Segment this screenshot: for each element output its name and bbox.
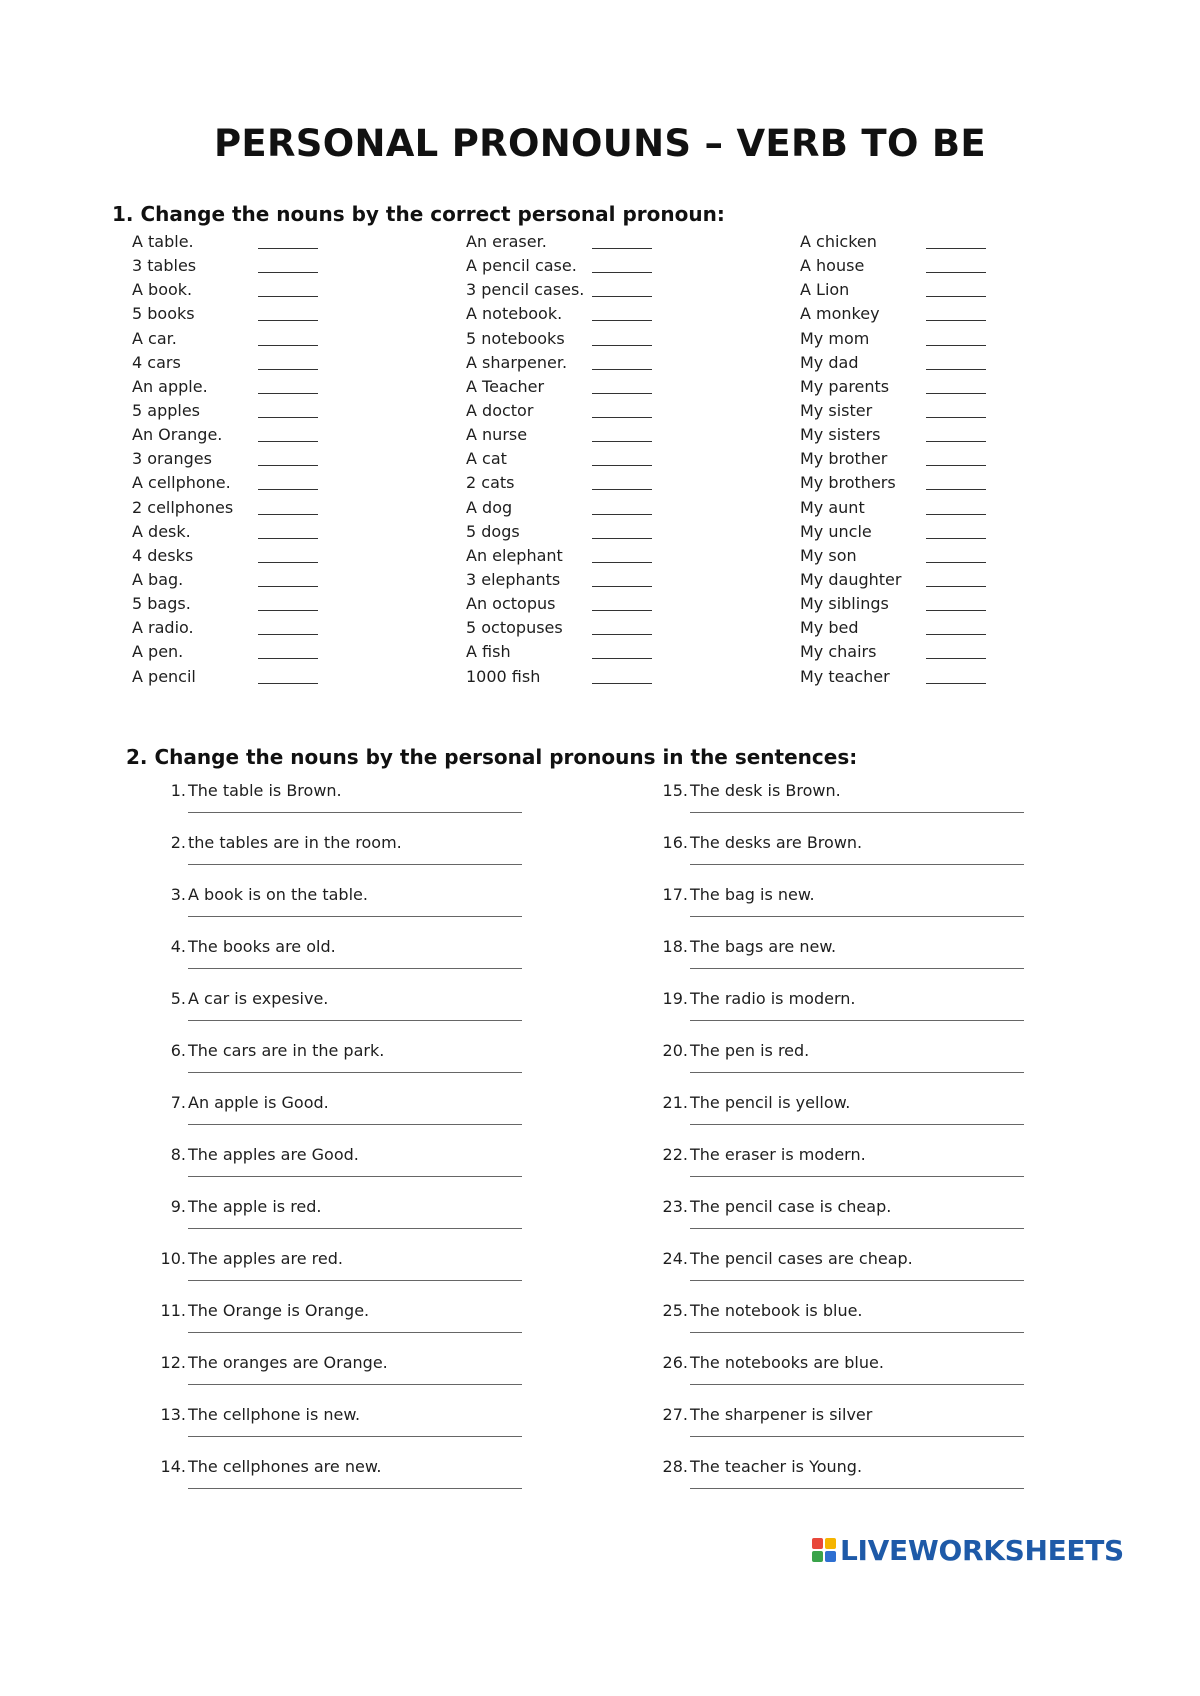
liveworksheets-logo-icon [812,1538,836,1562]
noun-item [466,665,766,689]
sentence-text: An apple is Good. [188,1093,329,1112]
answer-blank[interactable] [258,475,318,490]
answer-blank[interactable] [592,475,652,490]
logo-square-red [812,1538,823,1549]
answer-blank[interactable] [926,258,986,273]
answer-blank[interactable] [592,234,652,249]
answer-line[interactable] [690,1435,1024,1437]
noun-item [132,568,432,592]
answer-line[interactable] [188,811,522,813]
noun-label: 4 cars [132,352,181,372]
answer-line[interactable] [188,1383,522,1385]
answer-blank[interactable] [258,379,318,394]
noun-label: A sharpener. [466,352,568,372]
answer-blank[interactable] [926,548,986,563]
sentence-text: The pen is red. [690,1041,810,1060]
answer-line[interactable] [690,1279,1024,1281]
sentence-item [658,885,1058,937]
answer-blank[interactable] [258,258,318,273]
answer-blank[interactable] [258,500,318,515]
answer-line[interactable] [690,967,1024,969]
answer-line[interactable] [690,863,1024,865]
noun-label: 5 octopuses [466,618,563,638]
noun-label: 5 books [132,304,195,324]
sentence-item [658,989,1058,1041]
answer-blank[interactable] [926,282,986,297]
sentence-number: 16. [662,833,688,852]
sentence-number: 28. [662,1457,688,1476]
noun-label: My daughter [800,569,902,589]
noun-item [466,423,766,447]
sentence-item [156,937,556,989]
answer-blank[interactable] [592,258,652,273]
noun-item [132,640,432,664]
noun-label: 5 dogs [466,521,520,541]
answer-line[interactable] [690,1227,1024,1229]
sentence-number: 10. [160,1249,186,1268]
noun-item [132,399,432,423]
noun-label: An eraser. [466,232,547,251]
noun-item [466,302,766,326]
answer-line[interactable] [188,967,522,969]
noun-label: A dog [466,497,513,517]
logo-square-blue [825,1551,836,1562]
noun-item [800,447,1100,471]
noun-item [800,592,1100,616]
sentence-text: The eraser is modern. [690,1145,866,1164]
noun-label: 3 pencil cases. [466,280,585,300]
noun-label: A pencil case. [466,256,577,276]
noun-item [800,616,1100,640]
sentence-item [156,885,556,937]
answer-blank[interactable] [258,427,318,442]
answer-blank[interactable] [258,620,318,635]
answer-line[interactable] [690,1019,1024,1021]
noun-label: An octopus [466,594,556,614]
sentence-text: The radio is modern. [690,989,856,1008]
noun-item [800,640,1100,664]
answer-blank[interactable] [258,234,318,249]
sentence-text: The desk is Brown. [690,781,841,800]
sentence-number: 20. [662,1041,688,1060]
sentence-item [658,1353,1058,1405]
sentence-text: The cellphones are new. [188,1457,382,1476]
noun-label: A pen. [132,642,184,662]
sentence-item [156,1249,556,1301]
answer-blank[interactable] [258,306,318,321]
sentence-number: 13. [160,1405,186,1424]
sentence-number: 27. [662,1405,688,1424]
noun-item [132,375,432,399]
section1-heading: 1. Change the nouns by the correct personal pronoun: [112,202,725,226]
sentence-item [658,1457,1058,1509]
sentence-text: A book is on the table. [188,885,368,904]
answer-blank[interactable] [258,451,318,466]
answer-blank[interactable] [592,524,652,539]
answer-blank[interactable] [926,403,986,418]
noun-label: My sisters [800,425,881,445]
noun-label: A Teacher [466,376,545,396]
sentence-item [658,781,1058,833]
noun-item [132,447,432,471]
sentence-item [156,989,556,1041]
sentence-text: The cars are in the park. [188,1041,385,1060]
noun-label: 5 bags. [132,594,191,614]
answer-blank[interactable] [592,403,652,418]
sentence-number: 19. [662,989,688,1008]
noun-label: A cellphone. [132,473,231,493]
sentence-text: The teacher is Young. [690,1457,863,1476]
sentence-item [658,937,1058,989]
noun-item [800,496,1100,520]
sentence-number: 17. [662,885,688,904]
answer-line[interactable] [188,1487,522,1489]
noun-label: My teacher [800,666,890,686]
sentence-text: A car is expesive. [188,989,329,1008]
noun-item [466,520,766,544]
sentence-item [658,1405,1058,1457]
answer-blank[interactable] [926,475,986,490]
noun-item [132,544,432,568]
sentence-text: The sharpener is silver [690,1405,873,1424]
answer-blank[interactable] [926,306,986,321]
sentence-number: 18. [662,937,688,956]
noun-label: 3 oranges [132,449,212,469]
noun-item [466,375,766,399]
noun-item [466,327,766,351]
noun-item [132,327,432,351]
answer-blank[interactable] [926,331,986,346]
noun-label: A Lion [800,280,850,300]
sentence-item [658,1197,1058,1249]
noun-label: My brother [800,449,888,469]
noun-item [800,568,1100,592]
noun-item [132,302,432,326]
sentence-number: 4. [170,937,186,956]
noun-label: My uncle [800,521,872,541]
sentence-number: 15. [662,781,688,800]
sentence-item [156,1093,556,1145]
noun-label: 2 cellphones [132,497,234,517]
answer-blank[interactable] [926,644,986,659]
answer-blank[interactable] [258,331,318,346]
answer-blank[interactable] [926,669,986,684]
answer-blank[interactable] [926,355,986,370]
noun-item [132,278,432,302]
answer-line[interactable] [690,915,1024,917]
noun-column-1 [132,230,432,689]
answer-blank[interactable] [592,451,652,466]
sentence-number: 3. [170,885,186,904]
noun-item [132,471,432,495]
noun-item [800,665,1100,689]
noun-item [132,592,432,616]
sentence-item [658,1249,1058,1301]
noun-item [466,351,766,375]
noun-item [800,520,1100,544]
answer-line[interactable] [690,1487,1024,1489]
noun-label: A monkey [800,304,880,324]
noun-label: A pencil [132,666,196,686]
liveworksheets-brand [812,1530,1124,1570]
noun-item [132,496,432,520]
sentence-text: the tables are in the room. [188,833,402,852]
answer-blank[interactable] [592,306,652,321]
noun-label: A fish [466,642,511,662]
sentence-item [658,833,1058,885]
noun-item [800,351,1100,375]
noun-label: An Orange. [132,425,223,445]
noun-label: My sister [800,400,873,420]
noun-label: 4 desks [132,545,194,565]
answer-blank[interactable] [258,403,318,418]
noun-label: 3 tables [132,256,197,276]
noun-label: 2 cats [466,473,515,493]
noun-label: A nurse [466,425,528,445]
sentence-item [156,1197,556,1249]
answer-line[interactable] [188,1019,522,1021]
noun-item [466,447,766,471]
sentence-number: 5. [170,989,186,1008]
noun-label: My brothers [800,473,896,493]
sentence-text: The table is Brown. [188,781,342,800]
answer-blank[interactable] [592,548,652,563]
noun-label: My dad [800,352,859,372]
answer-blank[interactable] [592,355,652,370]
answer-blank[interactable] [926,427,986,442]
sentence-item [156,1145,556,1197]
noun-item [466,399,766,423]
sentence-number: 9. [170,1197,186,1216]
noun-label: My son [800,545,857,565]
noun-item [800,544,1100,568]
answer-line[interactable] [188,1227,522,1229]
sentence-text: The apples are Good. [188,1145,359,1164]
noun-label: A doctor [466,400,534,420]
noun-item [466,230,766,254]
sentence-item [156,781,556,833]
noun-item [800,278,1100,302]
sentence-item [156,1301,556,1353]
answer-blank[interactable] [592,596,652,611]
answer-line[interactable] [188,915,522,917]
answer-blank[interactable] [592,379,652,394]
noun-label: An apple. [132,376,208,396]
sentence-item [156,1041,556,1093]
sentence-number: 14. [160,1457,186,1476]
answer-blank[interactable] [926,451,986,466]
noun-item [132,254,432,278]
noun-item [466,616,766,640]
sentence-number: 2. [170,833,186,852]
noun-label: A chicken [800,232,877,251]
noun-label: My siblings [800,594,889,614]
noun-label: 5 notebooks [466,328,565,348]
sentence-item [156,1353,556,1405]
noun-label: A bag. [132,569,184,589]
noun-item [466,496,766,520]
sentence-text: The bag is new. [690,885,815,904]
sentence-number: 26. [662,1353,688,1372]
sentence-text: The books are old. [188,937,336,956]
noun-item [800,423,1100,447]
answer-blank[interactable] [926,234,986,249]
answer-line[interactable] [188,1175,522,1177]
answer-blank[interactable] [258,644,318,659]
sentence-item [658,1041,1058,1093]
answer-blank[interactable] [258,669,318,684]
answer-blank[interactable] [592,427,652,442]
brand-text: LIVEWORKSHEETS [840,1533,1124,1567]
noun-label: A book. [132,280,193,300]
answer-line[interactable] [690,1331,1024,1333]
noun-label: A cat [466,449,507,469]
noun-column-2 [466,230,766,689]
sentence-item [658,1145,1058,1197]
sentence-text: The pencil case is cheap. [690,1197,892,1216]
sentence-number: 11. [160,1301,186,1320]
answer-blank[interactable] [926,524,986,539]
noun-item [132,351,432,375]
sentence-text: The desks are Brown. [690,833,863,852]
noun-item [132,520,432,544]
sentence-text: The pencil is yellow. [690,1093,851,1112]
sentence-number: 23. [662,1197,688,1216]
noun-item [132,230,432,254]
answer-blank[interactable] [926,379,986,394]
noun-label: A house [800,256,865,276]
sentence-item [156,1405,556,1457]
noun-item [800,327,1100,351]
sentence-number: 24. [662,1249,688,1268]
answer-blank[interactable] [926,500,986,515]
answer-line[interactable] [188,1279,522,1281]
answer-blank[interactable] [258,572,318,587]
noun-label: My chairs [800,642,877,662]
noun-item [800,399,1100,423]
noun-label: A radio. [132,618,194,638]
answer-blank[interactable] [926,572,986,587]
sentence-item [156,833,556,885]
noun-item [466,640,766,664]
noun-label: A notebook. [466,304,563,324]
sentence-text: The cellphone is new. [188,1405,361,1424]
sentence-number: 21. [662,1093,688,1112]
sentence-number: 8. [170,1145,186,1164]
noun-label: A table. [132,232,194,251]
page-title: PERSONAL PRONOUNS – VERB TO BE [214,122,986,165]
answer-blank[interactable] [592,331,652,346]
answer-blank[interactable] [258,355,318,370]
sentence-text: The notebook is blue. [690,1301,863,1320]
noun-item [466,471,766,495]
noun-item [466,568,766,592]
answer-blank[interactable] [592,620,652,635]
answer-line[interactable] [188,1331,522,1333]
noun-label: My bed [800,618,859,638]
noun-item [800,302,1100,326]
logo-square-green [812,1551,823,1562]
noun-label: 3 elephants [466,569,561,589]
answer-blank[interactable] [592,282,652,297]
noun-label: My parents [800,376,890,396]
answer-line[interactable] [188,1123,522,1125]
answer-blank[interactable] [926,596,986,611]
sentence-text: The bags are new. [690,937,837,956]
noun-label: My aunt [800,497,865,517]
noun-item [466,278,766,302]
answer-line[interactable] [188,1071,522,1073]
answer-blank[interactable] [258,548,318,563]
answer-line[interactable] [690,1383,1024,1385]
noun-item [132,616,432,640]
sentence-number: 22. [662,1145,688,1164]
answer-blank[interactable] [592,500,652,515]
answer-blank[interactable] [258,524,318,539]
sentence-text: The notebooks are blue. [690,1353,884,1372]
answer-line[interactable] [690,811,1024,813]
sentence-text: The pencil cases are cheap. [690,1249,913,1268]
sentence-text: The apple is red. [188,1197,322,1216]
answer-line[interactable] [188,863,522,865]
answer-line[interactable] [690,1071,1024,1073]
sentence-item [658,1301,1058,1353]
noun-label: My mom [800,328,870,348]
section2-heading: 2. Change the nouns by the personal pronouns in the sentences: [126,745,858,769]
noun-item [800,375,1100,399]
answer-line[interactable] [690,1123,1024,1125]
answer-blank[interactable] [926,620,986,635]
answer-line[interactable] [690,1175,1024,1177]
noun-item [466,544,766,568]
answer-line[interactable] [188,1435,522,1437]
sentence-number: 7. [170,1093,186,1112]
sentence-text: The oranges are Orange. [188,1353,388,1372]
noun-item [466,592,766,616]
answer-blank[interactable] [592,572,652,587]
noun-label: 5 apples [132,400,201,420]
noun-label: An elephant [466,545,563,565]
noun-item [132,423,432,447]
noun-label: 1000 fish [466,666,541,686]
noun-label: A desk. [132,521,191,541]
logo-square-yellow [825,1538,836,1549]
sentence-number: 6. [170,1041,186,1060]
noun-item [800,254,1100,278]
sentence-item [156,1457,556,1509]
noun-item [132,665,432,689]
answer-blank[interactable] [592,644,652,659]
answer-blank[interactable] [258,282,318,297]
sentence-number: 1. [170,781,186,800]
noun-item [800,471,1100,495]
answer-blank[interactable] [258,596,318,611]
noun-item [466,254,766,278]
sentence-text: The apples are red. [188,1249,343,1268]
noun-label: A car. [132,328,177,348]
sentence-number: 25. [662,1301,688,1320]
noun-column-3 [800,230,1100,689]
noun-item [800,230,1100,254]
sentence-text: The Orange is Orange. [188,1301,370,1320]
sentence-number: 12. [160,1353,186,1372]
sentence-item [658,1093,1058,1145]
answer-blank[interactable] [592,669,652,684]
